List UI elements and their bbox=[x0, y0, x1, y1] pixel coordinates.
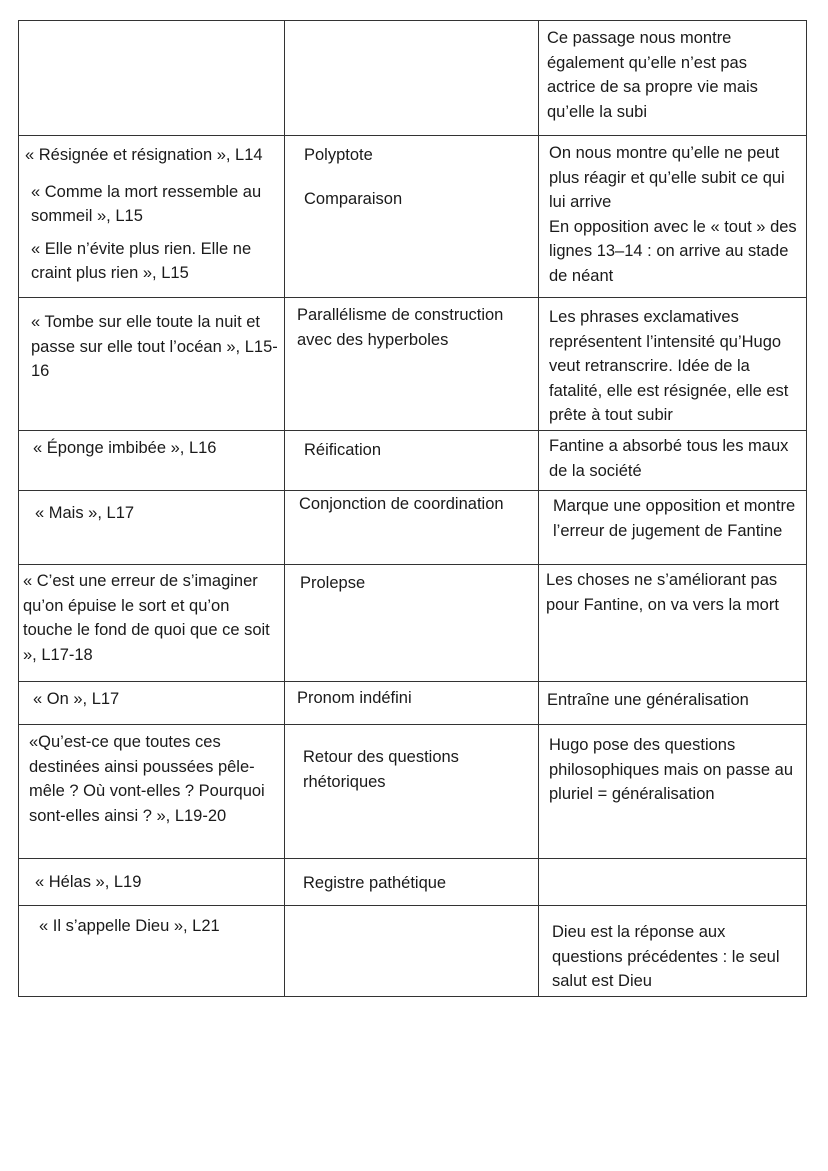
procede-text: Polyptote bbox=[304, 146, 373, 164]
table-row bbox=[19, 682, 807, 725]
interpretation-text: Les phrases exclamatives représentent l’intensité qu’Hugo veut retranscrire. Idée de la fatalité, elle est résignée, elle est prête à tout subir bbox=[549, 308, 789, 424]
interpretation-text: Dieu est la réponse aux questions précédentes : le seul salut est Dieu bbox=[552, 923, 780, 990]
citation-cell bbox=[19, 565, 285, 682]
interpretation-cell bbox=[539, 136, 807, 298]
procede-cell bbox=[285, 298, 539, 431]
procede-text: Réification bbox=[304, 441, 382, 459]
interpretation-text: Fantine a absorbé tous les maux de la société bbox=[549, 437, 789, 480]
procede-cell bbox=[285, 21, 539, 136]
procede-cell bbox=[285, 859, 539, 906]
interpretation-text: Les choses ne s’améliorant pas pour Fantine, on va vers la mort bbox=[546, 571, 779, 614]
citation-text: « Comme la mort ressemble au sommeil », L15 bbox=[31, 182, 262, 225]
citation-text: « C’est une erreur de s’imaginer qu’on épuise le sort et qu’on touche le fond de quoi que ce soit », L17-18 bbox=[23, 572, 270, 664]
citation-cell bbox=[19, 725, 285, 859]
interpretation-text: En opposition avec le « tout » des lignes 13–14 : on arrive au stade de néant bbox=[549, 217, 797, 285]
interpretation-cell bbox=[539, 725, 807, 859]
interpretation-cell bbox=[539, 298, 807, 431]
analysis-table bbox=[18, 20, 807, 997]
citation-cell bbox=[19, 136, 285, 298]
procede-cell bbox=[285, 725, 539, 859]
interpretation-text: Hugo pose des questions philosophiques mais on passe au pluriel = généralisation bbox=[549, 736, 793, 803]
procede-cell bbox=[285, 491, 539, 565]
interpretation-cell bbox=[539, 565, 807, 682]
table-row bbox=[19, 565, 807, 682]
citation-cell bbox=[19, 491, 285, 565]
citation-cell bbox=[19, 682, 285, 725]
procede-text: Pronom indéfini bbox=[297, 689, 412, 707]
citation-text: « Mais », L17 bbox=[35, 504, 135, 522]
procede-text: Conjonction de coordination bbox=[299, 495, 504, 513]
interpretation-cell bbox=[539, 682, 807, 725]
table-row bbox=[19, 21, 807, 136]
procede-cell bbox=[285, 565, 539, 682]
table-row bbox=[19, 859, 807, 906]
interpretation-text: Entraîne une généralisation bbox=[547, 691, 749, 709]
table-row bbox=[19, 298, 807, 431]
procede-cell bbox=[285, 136, 539, 298]
interpretation-cell bbox=[539, 491, 807, 565]
procede-text: Comparaison bbox=[304, 189, 403, 208]
procede-text: Retour des questions rhétoriques bbox=[303, 748, 459, 791]
table-row bbox=[19, 491, 807, 565]
citation-cell bbox=[19, 298, 285, 431]
procede-cell bbox=[285, 906, 539, 997]
interpretation-text: On nous montre qu’elle ne peut plus réagir et qu’elle subit ce qui lui arrive bbox=[549, 144, 785, 211]
citation-text: « Elle n’évite plus rien. Elle ne craint plus rien », L15 bbox=[31, 239, 252, 282]
citation-cell bbox=[19, 859, 285, 906]
interpretation-cell bbox=[539, 431, 807, 491]
interpretation-text: Ce passage nous montre également qu’elle n’est pas actrice de sa propre vie mais qu’elle la subi bbox=[547, 29, 758, 121]
citation-text: « Tombe sur elle toute la nuit et passe sur elle tout l’océan », L15-16 bbox=[31, 313, 278, 380]
citation-text: «Qu’est-ce que toutes ces destinées ainsi poussées pêle-mêle ? Où vont-elles ? Pourquoi sont-elles ainsi ? », L19-20 bbox=[29, 733, 265, 825]
citation-text: « Éponge imbibée », L16 bbox=[33, 439, 217, 457]
table-row bbox=[19, 725, 807, 859]
citation-text: « Résignée et résignation », L14 bbox=[25, 146, 263, 164]
interpretation-cell bbox=[539, 906, 807, 997]
citation-cell bbox=[19, 431, 285, 491]
interpretation-cell bbox=[539, 859, 807, 906]
table-row bbox=[19, 906, 807, 997]
citation-text: « On », L17 bbox=[33, 690, 120, 708]
interpretation-cell bbox=[539, 21, 807, 136]
procede-cell bbox=[285, 431, 539, 491]
procede-text: Prolepse bbox=[300, 574, 366, 592]
citation-cell bbox=[19, 21, 285, 136]
table-row bbox=[19, 431, 807, 491]
citation-cell bbox=[19, 906, 285, 997]
citation-text: « Hélas », L19 bbox=[35, 873, 142, 891]
procede-cell bbox=[285, 682, 539, 725]
interpretation-text: Marque une opposition et montre l’erreur de jugement de Fantine bbox=[553, 497, 796, 540]
table-row bbox=[19, 136, 807, 298]
procede-text: Parallélisme de construction avec des hyperboles bbox=[297, 306, 504, 349]
citation-text: « Il s’appelle Dieu », L21 bbox=[39, 917, 220, 935]
procede-text: Registre pathétique bbox=[303, 874, 447, 892]
